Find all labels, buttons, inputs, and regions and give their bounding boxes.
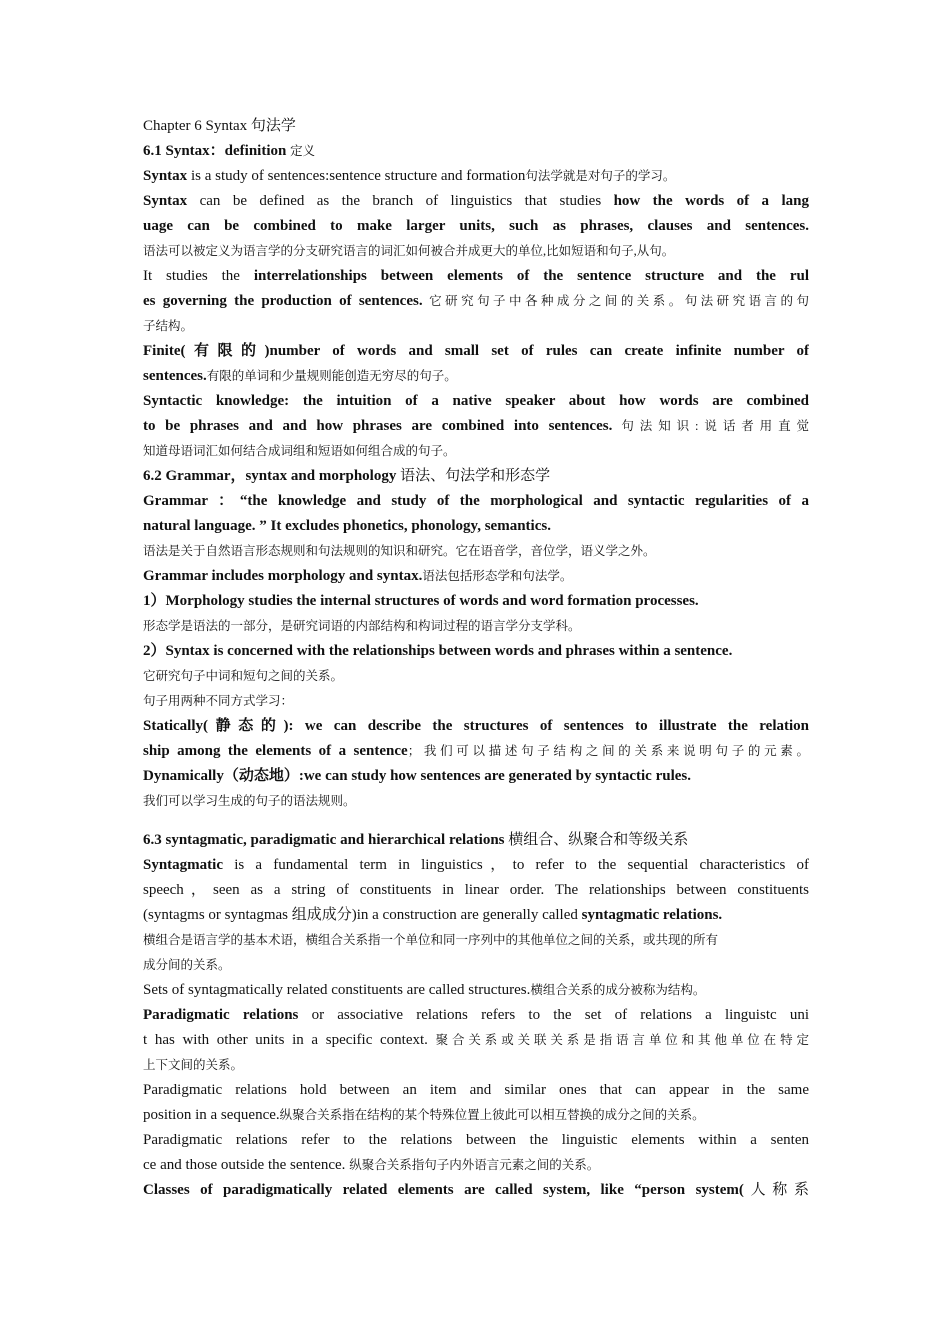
bold-text: Syntax [143, 168, 188, 184]
bold-text: how the words of a lang [613, 193, 809, 209]
text-span: 横组合是语言学的基本术语，横组合关系指一个单位和同一序列中的其他单位之间的关系，或共现的所有 [143, 933, 719, 947]
bold-text: 2）Syntax is concerned with the relationships between words and phrases within a sentence. [143, 643, 733, 659]
bold-text: natural language. ” It excludes phonetics, phonology, semantics. [143, 518, 551, 534]
text-line [143, 1053, 809, 1078]
text-span: 聚合关系或关联关系是指语言单位和其他单位在特定 [435, 1033, 809, 1047]
text-span: Paradigmatic relations hold between an item and similar ones that can appear in the same [143, 1082, 809, 1098]
text-line [143, 764, 809, 789]
text-line [143, 539, 809, 564]
bold-text: Syntactic knowledge: the intuition of a native speaker about how words are combined [143, 393, 809, 409]
text-line [143, 1003, 809, 1028]
text-line [143, 1178, 809, 1203]
text-span: 语法包括形态学和句法学。 [422, 569, 573, 583]
text-line [143, 1103, 809, 1128]
text-span: 人称系 [743, 1182, 809, 1198]
bold-text: Grammar includes morphology and syntax. [143, 568, 423, 584]
text-line [143, 489, 809, 514]
text-line [143, 689, 809, 714]
text-span: Sets of syntagmatically related constituents are called structures. [143, 982, 531, 998]
text-line [143, 139, 809, 164]
bold-text: interrelationships between elements of the sentence structure and the rul [253, 268, 809, 284]
text-line [143, 639, 809, 664]
text-line [143, 439, 809, 464]
text-span: 句法学就是对句子的学习。 [525, 169, 676, 183]
bold-text: Syntagmatic [143, 857, 223, 873]
text-span: 语法可以被定义为语言学的分支研究语言的词汇如何被合并成更大的单位,比如短语和句子,从句。 [143, 244, 675, 258]
text-span: 语法是关于自然语言形态规则和句法规则的知识和研究。它在语音学，音位学，语义学之外。 [143, 544, 656, 558]
text-span: ce and those outside the sentence. [143, 1157, 350, 1173]
text-span: position in a sequence. [143, 1107, 280, 1123]
text-line [143, 414, 809, 439]
text-line [143, 114, 809, 139]
text-span: 成分间的关系。 [143, 958, 231, 972]
bold-text: Finite(有限的)number of words and small set of rules can create infinite number of [143, 343, 809, 359]
text-line [143, 289, 809, 314]
text-line [143, 389, 809, 414]
text-span: 有限的单词和少量规则能创造无穷尽的句子。 [206, 369, 457, 383]
text-line [143, 514, 809, 539]
text-line [143, 264, 809, 289]
bold-text: Grammar ：“the knowledge and study of the morphological and syntactic regularities of a [143, 493, 809, 509]
text-line [143, 714, 809, 739]
text-line [143, 828, 809, 853]
text-span: is a study of sentences:sentence structure and formation [187, 168, 526, 184]
text-line [143, 239, 809, 264]
text-line [143, 214, 809, 239]
text-line [143, 978, 809, 1003]
text-span: 横组合、纵聚合和等级关系 [508, 832, 689, 848]
text-span: 句子用两种不同方式学习： [143, 694, 294, 708]
text-line [143, 903, 809, 928]
text-span: 它研究句子中词和短句之间的关系。 [143, 669, 344, 683]
bold-text: 6.1 Syntax：definition [143, 143, 291, 159]
bold-text: Syntax [143, 193, 188, 209]
bold-text: to be phrases and and how phrases are combined into sentences. [143, 418, 613, 434]
text-line [143, 614, 809, 639]
bold-text: Classes of paradigmatically related elements are called system, like “person system( [143, 1182, 744, 1198]
text-span: 它研究句子中各种成分之间的关系。句法研究语言的句 [422, 294, 809, 308]
bold-text: 1）Morphology studies the internal structures of words and word formation processes. [143, 593, 699, 609]
text-line [143, 928, 809, 953]
text-line [143, 1153, 809, 1178]
text-span: 形态学是语法的一部分，是研究词语的内部结构和构词过程的语言学分支学科。 [143, 619, 581, 633]
bold-text: ship among the elements of a sentence [143, 743, 408, 759]
text-line [143, 364, 809, 389]
text-line [143, 1028, 809, 1053]
text-span: is a fundamental term in linguistics，to refer to the sequential characteristics of [223, 857, 809, 873]
text-line [143, 853, 809, 878]
text-span: Paradigmatic relations refer to the relations between the linguistic elements within a senten [143, 1132, 809, 1148]
bold-text: Statically(静态的): we can describe the structures of sentences to illustrate the relation [143, 718, 809, 734]
text-line [143, 564, 809, 589]
bold-text: sentences. [143, 368, 207, 384]
text-line [143, 1128, 809, 1153]
text-line [143, 339, 809, 364]
text-line [143, 664, 809, 689]
text-line [143, 464, 809, 489]
bold-text: Paradigmatic relations [143, 1007, 299, 1023]
text-span: ；我们可以描述句子结构之间的关系来说明句子的元素。 [407, 744, 809, 758]
text-span: 横组合关系的成分被称为结构。 [530, 983, 706, 997]
text-span: 纵聚合关系指句子内外语言元素之间的关系。 [349, 1158, 600, 1172]
text-line [143, 314, 809, 339]
text-span: 语法、句法学和形态学 [400, 468, 551, 484]
bold-text: syntagmatic relations. [581, 907, 723, 923]
text-span: 定义 [290, 144, 316, 158]
text-span: (syntagms or syntagmas 组成成分)in a construction are generally called [143, 907, 582, 923]
text-span: Chapter 6 Syntax 句法学 [143, 118, 296, 134]
text-span: or associative relations refers to the set of relations a linguistc uni [298, 1007, 809, 1023]
text-span: t has with other units in a specific context. [143, 1032, 436, 1048]
bold-text: 6.2 Grammar，syntax and morphology [143, 468, 401, 484]
text-span: 纵聚合关系指在结构的某个特殊位置上彼此可以相互替换的成分之间的关系。 [279, 1108, 705, 1122]
bold-text: uage can be combined to make larger units, such as phrases, clauses and sentences. [143, 218, 809, 234]
text-span: 句法知识:说话者用直觉 [612, 419, 809, 433]
text-span: 我们可以学习生成的句子的语法规则。 [143, 794, 356, 808]
bold-text: Dynamically（动态地）:we can study how sentences are generated by syntactic rules. [143, 768, 692, 784]
text-line [143, 164, 809, 189]
text-line [143, 1078, 809, 1103]
text-span: 上下文间的关系。 [143, 1058, 244, 1072]
text-line [143, 739, 809, 764]
text-line [143, 589, 809, 614]
text-span: 知道母语词汇如何结合成词组和短语如何组合成的句子。 [143, 444, 456, 458]
paragraph-gap [143, 814, 809, 828]
document-body [143, 114, 809, 1203]
text-span: 子结构。 [143, 319, 194, 333]
bold-text: es governing the production of sentences. [143, 293, 423, 309]
text-span: speech，seen as a string of constituents in linear order. The relationships between constituents [143, 882, 809, 898]
text-line [143, 878, 809, 903]
text-line [143, 789, 809, 814]
bold-text: 6.3 syntagmatic, paradigmatic and hierarchical relations [143, 832, 509, 848]
text-span: can be defined as the branch of linguistics that studies [187, 193, 614, 209]
text-span: It studies the [143, 268, 254, 284]
text-line [143, 189, 809, 214]
text-line [143, 953, 809, 978]
